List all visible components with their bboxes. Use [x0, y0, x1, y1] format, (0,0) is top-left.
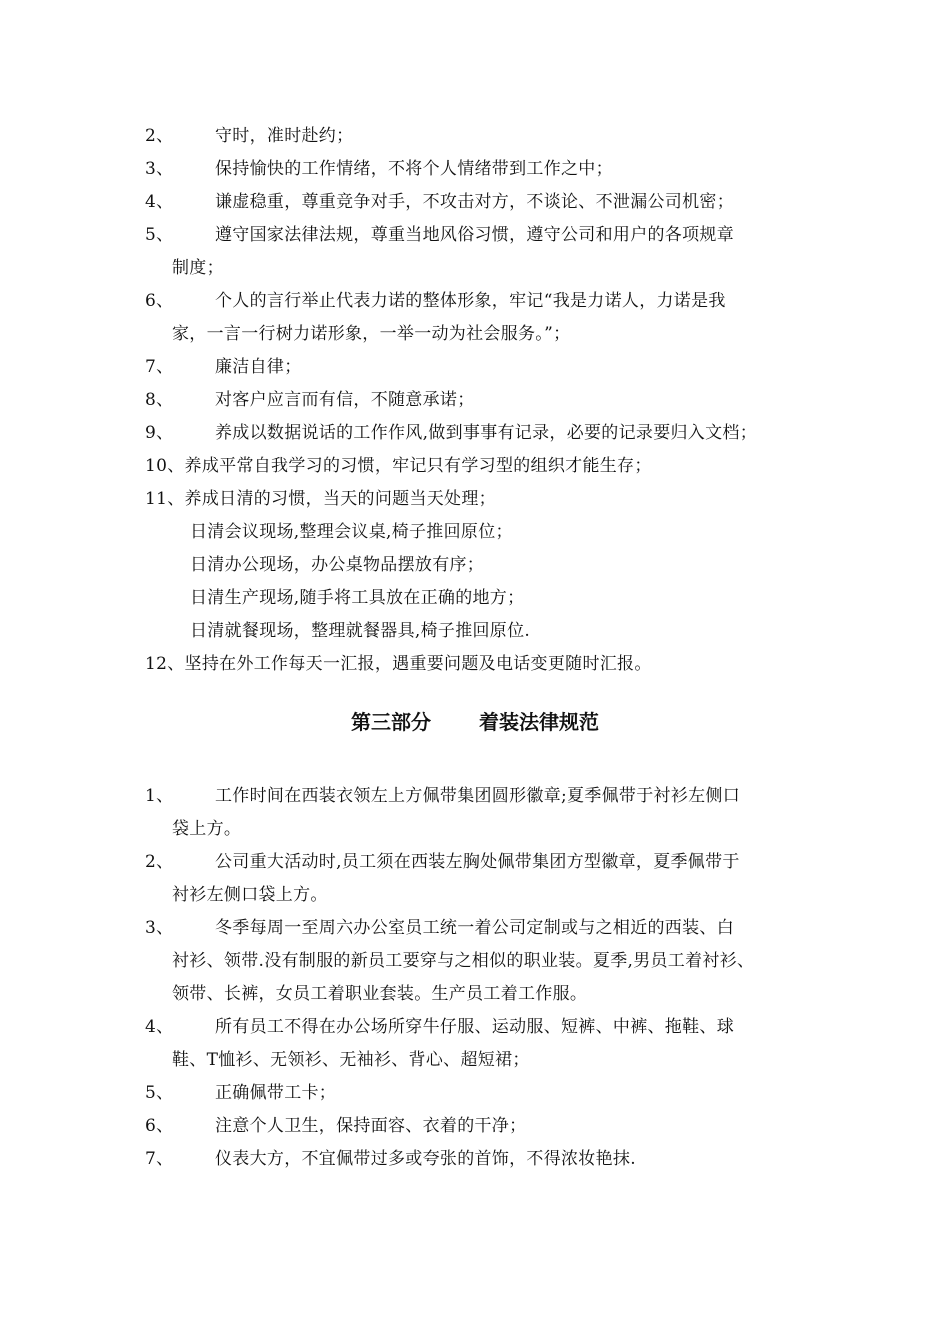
item-number: 6、: [145, 291, 174, 311]
item-number: 1、: [145, 786, 174, 806]
item-text: 坚持在外工作每天一汇报，遇重要问题及电话变更随时汇报。: [184, 654, 652, 674]
item-text: 谦虚稳重，尊重竞争对手，不攻击对方，不谈论、不泄漏公司机密；: [215, 192, 734, 212]
item-text: 养成平常自我学习的习惯，牢记只有学习型的组织才能生存；: [184, 456, 652, 476]
item-text: 遵守国家法律法规，尊重当地风俗习惯，遵守公司和用户的各项规章: [215, 225, 734, 245]
item-continuation: 家，一言一行树力诺形象，一举一动为社会服务。”；: [172, 324, 571, 344]
item-text: 养成日清的习惯，当天的问题当天处理；: [184, 489, 496, 509]
list-item: [145, 456, 652, 476]
item-continuation: 衬衫、领带.没有制服的新员工要穿与之相似的职业装。夏季,男员工着衬衫、: [172, 951, 755, 971]
list-item: [145, 654, 652, 674]
item-number: 9、: [145, 423, 174, 443]
item-number: 3、: [145, 918, 174, 938]
item-text: 正确佩带工卡；: [215, 1083, 337, 1103]
item-continuation: 袋上方。: [172, 819, 242, 839]
item-number: 5、: [145, 1083, 174, 1103]
item-number: 10、: [145, 456, 185, 476]
list-item: [145, 1083, 336, 1103]
item-number: 7、: [145, 357, 174, 377]
item-text: 保持愉快的工作情绪，不将个人情绪带到工作之中；: [215, 159, 613, 179]
sub-item: 日清就餐现场，整理就餐器具,椅子推回原位.: [190, 621, 531, 641]
item-text: 养成以数据说话的工作作风,做到事事有记录，必要的记录要归入文档；: [215, 423, 758, 443]
item-text: 仪表大方，不宜佩带过多或夸张的首饰，不得浓妆艳抹.: [215, 1149, 636, 1169]
list-item: [145, 1017, 734, 1037]
item-text: 个人的言行举止代表力诺的整体形象，牢记“我是力诺人，力诺是我: [215, 291, 726, 311]
item-number: 2、: [145, 126, 174, 146]
section-part-label: 第三部分: [351, 710, 431, 734]
item-number: 4、: [145, 1017, 174, 1037]
section-heading: [0, 710, 950, 734]
item-number: 11、: [145, 489, 185, 509]
list-item: [145, 357, 302, 377]
item-number: 5、: [145, 225, 174, 245]
item-number: 4、: [145, 192, 174, 212]
item-number: 12、: [145, 654, 185, 674]
item-text: 守时，准时赴约；: [215, 126, 354, 146]
item-text: 注意个人卫生，保持面容、衣着的干净；: [215, 1116, 527, 1136]
list-item: [145, 423, 757, 443]
item-number: 8、: [145, 390, 174, 410]
list-item: [145, 291, 726, 311]
item-text: 所有员工不得在办公场所穿牛仔服、运动服、短裤、中裤、拖鞋、球: [215, 1017, 734, 1037]
sub-item: 日清会议现场,整理会议桌,椅子推回原位；: [190, 522, 513, 542]
item-number: 7、: [145, 1149, 174, 1169]
item-text: 廉洁自律；: [215, 357, 302, 377]
item-continuation: 领带、长裤，女员工着职业套装。生产员工着工作服。: [172, 984, 588, 1004]
item-continuation: 衬衫左侧口袋上方。: [172, 885, 328, 905]
item-text: 对客户应言而有信，不随意承诺；: [215, 390, 475, 410]
list-item: [145, 489, 496, 509]
list-item: [145, 1149, 636, 1169]
item-text: 公司重大活动时,员工须在西装左胸处佩带集团方型徽章，夏季佩带于: [215, 852, 740, 872]
list-item: [145, 225, 734, 245]
list-item: [145, 1116, 526, 1136]
list-item: [145, 852, 740, 872]
item-number: 2、: [145, 852, 174, 872]
sub-item: 日清生产现场,随手将工具放在正确的地方；: [190, 588, 525, 608]
list-item: [145, 918, 734, 938]
list-item: [145, 126, 353, 146]
item-number: 6、: [145, 1116, 174, 1136]
list-item: [145, 786, 740, 806]
item-text: 工作时间在西装衣领左上方佩带集团圆形徽章;夏季佩带于衬衫左侧口: [215, 786, 741, 806]
item-continuation: 制度；: [172, 258, 224, 278]
item-text: 冬季每周一至周六办公室员工统一着公司定制或与之相近的西装、白: [215, 918, 734, 938]
list-item: [145, 192, 734, 212]
sub-item: 日清办公现场，办公桌物品摆放有序；: [190, 555, 485, 575]
item-continuation: 鞋、T恤衫、无领衫、无袖衫、背心、超短裙；: [172, 1050, 530, 1070]
item-number: 3、: [145, 159, 174, 179]
list-item: [145, 159, 613, 179]
section-title: 着装法律规范: [479, 710, 599, 734]
list-item: [145, 390, 475, 410]
